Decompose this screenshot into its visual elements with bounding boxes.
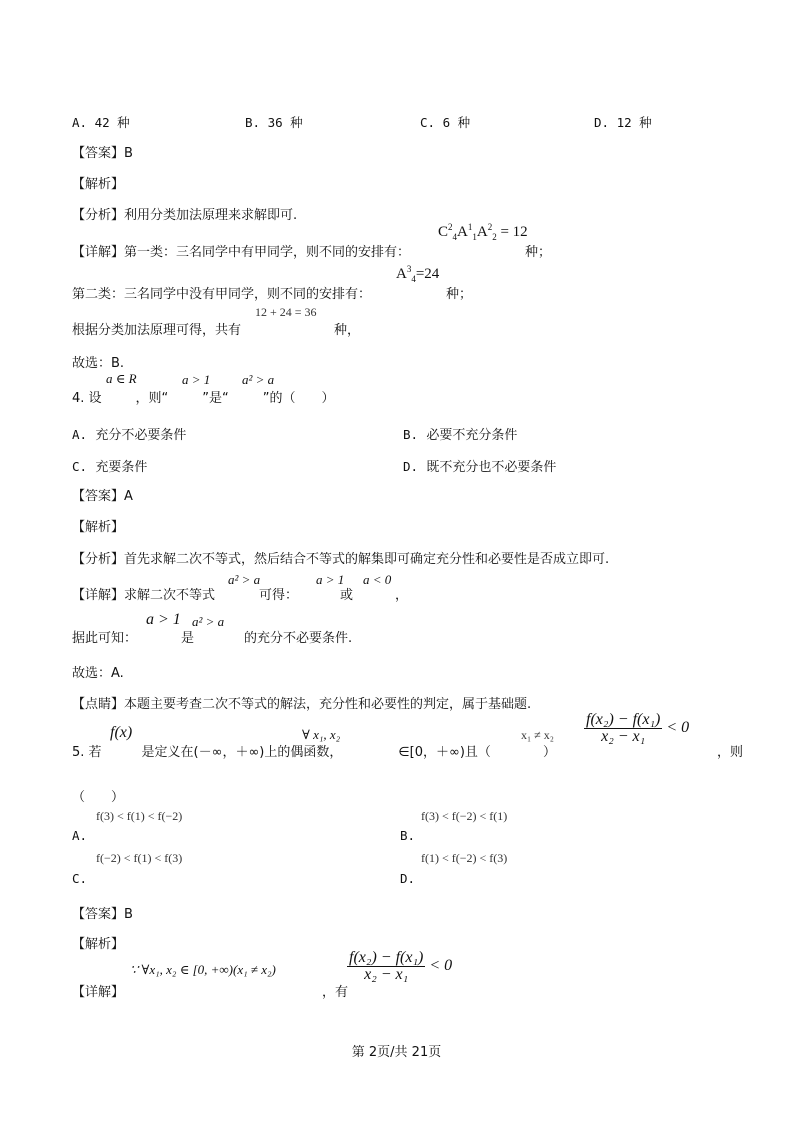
q5-option-c-formula: f(−2) < f(1) < f(3) <box>96 851 183 865</box>
q4-math-a-in-r: a ∈ R <box>106 371 137 386</box>
q5-detail-you: ，有 <box>322 985 349 1000</box>
q5-detail-formula: ∵ ∀x₁, x₂ ∈ [0, +∞)(x₁ ≠ x₂) <box>130 962 276 977</box>
q3-fenxi: 【分析】利用分类加法原理来求解即可. <box>72 208 298 223</box>
q4-choose: 故选：A. <box>72 666 124 681</box>
q3-detail-1-unit: 种； <box>525 245 552 260</box>
q5-option-d-letter: D. <box>400 871 416 886</box>
q5-detail-inequality: $\frac{\text{f(x₂) − f(x₁)}}{\text{x₂ − x₁}}$ < 0 <box>349 949 453 983</box>
q3-detail-3: 根据分类加法原理可得，共有 <box>72 323 242 338</box>
q5-analysis-tag: 【解析】 <box>72 937 125 952</box>
q4-stem: 4. 设 ，则“ ”是“ ”的（ ） <box>72 391 335 406</box>
q4-fenxi: 【分析】首先求解二次不等式，然后结合不等式的解集即可确定充分性和必要性是否成立即可. <box>72 552 610 567</box>
q5-math-forall: ∀ x₁, x₂ <box>302 727 341 742</box>
q5-option-d-formula: f(1) < f(−2) < f(3) <box>421 851 508 865</box>
q4-dianjing: 【点睛】本题主要考查二次不等式的解法，充分性和必要性的判定，属于基础题. <box>72 697 532 712</box>
q3-detail-1: 【详解】第一类：三名同学中有甲同学，则不同的安排有： <box>72 245 411 260</box>
q3-choose: 故选：B. <box>72 356 125 371</box>
q4-math-detail-a-lt-0: a < 0 <box>363 572 392 587</box>
q3-formula-1: $C^2_4A^1_1A^2_2 = 12$ <box>438 222 528 242</box>
q4-answer: 【答案】A <box>72 489 133 504</box>
q3-formula-2: $A^3_4=24$ <box>396 264 440 284</box>
q3-option-d: D. 12 种 <box>594 115 652 130</box>
q5-option-a-formula: f(3) < f(1) < f(−2) <box>96 809 183 823</box>
q4-math-detail-a-gt-1: a > 1 <box>316 572 345 587</box>
q5-math-neq: x₁ ≠ x₂ <box>521 728 554 742</box>
q3-option-a: A. 42 种 <box>72 115 130 130</box>
q5-stem: 5. 若 是定义在(－∞，＋∞)上的偶函数， ∈[0，＋∞)且（ ） <box>72 745 556 760</box>
q4-math-conclude-a-gt-1: a > 1 <box>146 611 181 628</box>
q3-analysis-tag: 【解析】 <box>72 177 125 192</box>
q5-stem-end: ，则 <box>717 745 744 760</box>
q5-option-c-letter: C. <box>72 871 88 886</box>
q5-detail-tag: 【详解】 <box>72 985 125 1000</box>
q5-paren: （ ） <box>72 790 125 805</box>
q3-detail-2: 第二类：三名同学中没有甲同学，则不同的安排有： <box>72 287 372 302</box>
q5-math-inequality: $\frac{\text{f(x₂) − f(x₁)}}{\text{x₂ − x₁}}$ < 0 <box>586 711 690 745</box>
q4-math-a-gt-1: a > 1 <box>182 372 211 387</box>
q4-math-conclude-a2-gt-a: a² > a <box>192 614 225 629</box>
q5-option-b-formula: f(3) < f(−2) < f(1) <box>421 809 508 823</box>
q5-option-a-letter: A. <box>72 828 88 843</box>
q3-option-c: C. 6 种 <box>420 115 471 130</box>
q3-detail-2-unit: 种； <box>446 287 473 302</box>
q4-option-c: C. 充要条件 <box>72 459 148 475</box>
q5-math-fx: f(x) <box>110 724 133 741</box>
q4-option-b: B. 必要不充分条件 <box>403 427 518 443</box>
page-footer: 第 2页/共 21页 <box>351 1045 442 1060</box>
q3-option-b: B. 36 种 <box>245 115 303 130</box>
q4-detail: 【详解】求解二次不等式 可得： 或 ， <box>72 588 409 603</box>
q4-option-a: A. 充分不必要条件 <box>72 427 187 443</box>
q4-math-detail-a2-gt-a: a² > a <box>228 572 261 587</box>
q5-answer: 【答案】B <box>72 907 133 922</box>
q3-formula-3: 12 + 24 = 36 <box>255 305 317 319</box>
q5-option-b-letter: B. <box>400 828 416 843</box>
q3-detail-3-unit: 种， <box>334 323 361 338</box>
q3-answer: 【答案】B <box>72 146 133 161</box>
q4-conclude: 据此可知： 是 的充分不必要条件. <box>72 631 353 646</box>
q4-analysis-tag: 【解析】 <box>72 520 125 535</box>
q4-option-d: D. 既不充分也不必要条件 <box>403 459 557 475</box>
q4-math-a2-gt-a: a² > a <box>242 372 275 387</box>
